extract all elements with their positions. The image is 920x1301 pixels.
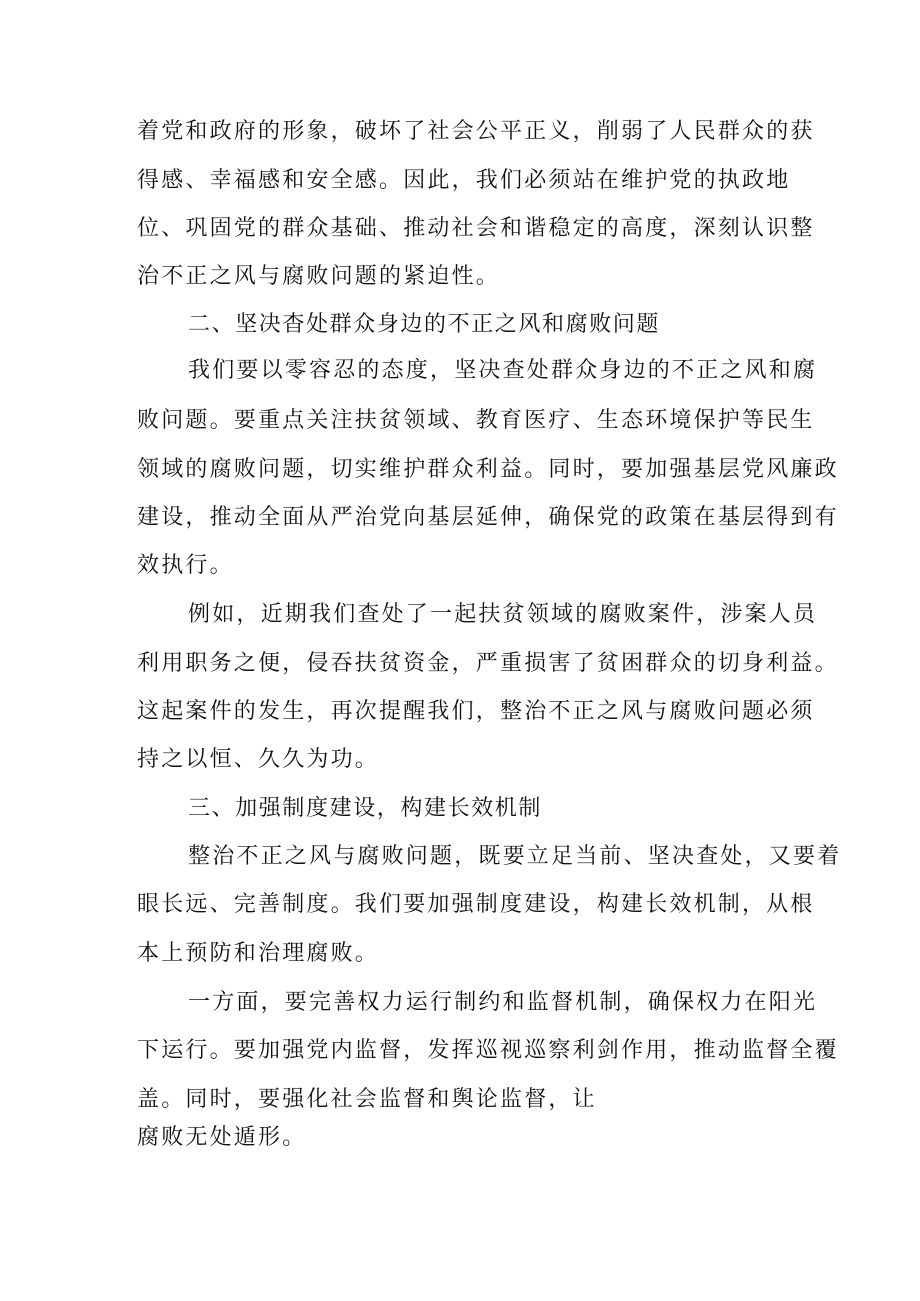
paragraph-line: 下运行。要加强党内监督，发挥巡视巡察利剑作用，推动监督全覆 [137, 1038, 839, 1063]
paragraph-line: 本上预防和治理腐败。 [137, 941, 380, 966]
paragraph-line: 效执行。 [137, 553, 234, 578]
paragraph-line: 眼长远、完善制度。我们要加强制度建设，构建长效机制，从根 [137, 892, 815, 917]
paragraph-line: 领域的腐败问题，切实维护群众利益。同时，要加强基层党风廉政 [137, 457, 839, 482]
paragraph-line: 着党和政府的形象，破坏了社会公平正义，削弱了人民群众的获 [137, 119, 815, 144]
paragraph-line: 得感、幸福感和安全感。因此，我们必须站在维护党的执政地 [137, 168, 791, 193]
paragraph-line: 位、巩固党的群众基础、推动社会和谐稳定的高度，深刻认识整 [137, 216, 815, 241]
paragraph-line: 腐败无处遁形。 [137, 1125, 307, 1150]
paragraph-line: 我们要以零容忍的态度，坚决查处群众身边的不正之风和腐 [188, 358, 818, 383]
paragraph-line: 持之以恒、久久为功。 [137, 747, 380, 772]
paragraph-line: 这起案件的发生，再次提醒我们，整治不正之风与腐败问题必须 [137, 699, 815, 724]
paragraph-line: 例如，近期我们查处了一起扶贫领域的腐败案件，涉案人员 [188, 602, 818, 627]
section-heading-3: 三、加强制度建设，构建长效机制 [188, 796, 543, 821]
paragraph-line: 整治不正之风与腐败问题，既要立足当前、坚决查处，又要着 [188, 844, 842, 869]
paragraph-line: 治不正之风与腐败问题的紧迫性。 [137, 264, 501, 289]
paragraph-line: 建设，推动全面从严治党向基层延伸，确保党的政策在基层得到有 [137, 505, 839, 530]
paragraph-line: 败问题。要重点关注扶贫领域、教育医疗、生态环境保护等民生 [137, 408, 815, 433]
paragraph-line: 盖。同时，要强化社会监督和舆论监督，让 [137, 1087, 597, 1112]
paragraph-line: 利用职务之便，侵吞扶贫资金，严重损害了贫困群众的切身利益。 [137, 651, 839, 676]
paragraph-line: 一方面，要完善权力运行制约和监督机制，确保权力在阳光 [188, 990, 818, 1015]
section-heading-2: 二、坚决杳处群众身边的不正之风和腐败问题 [188, 312, 661, 337]
